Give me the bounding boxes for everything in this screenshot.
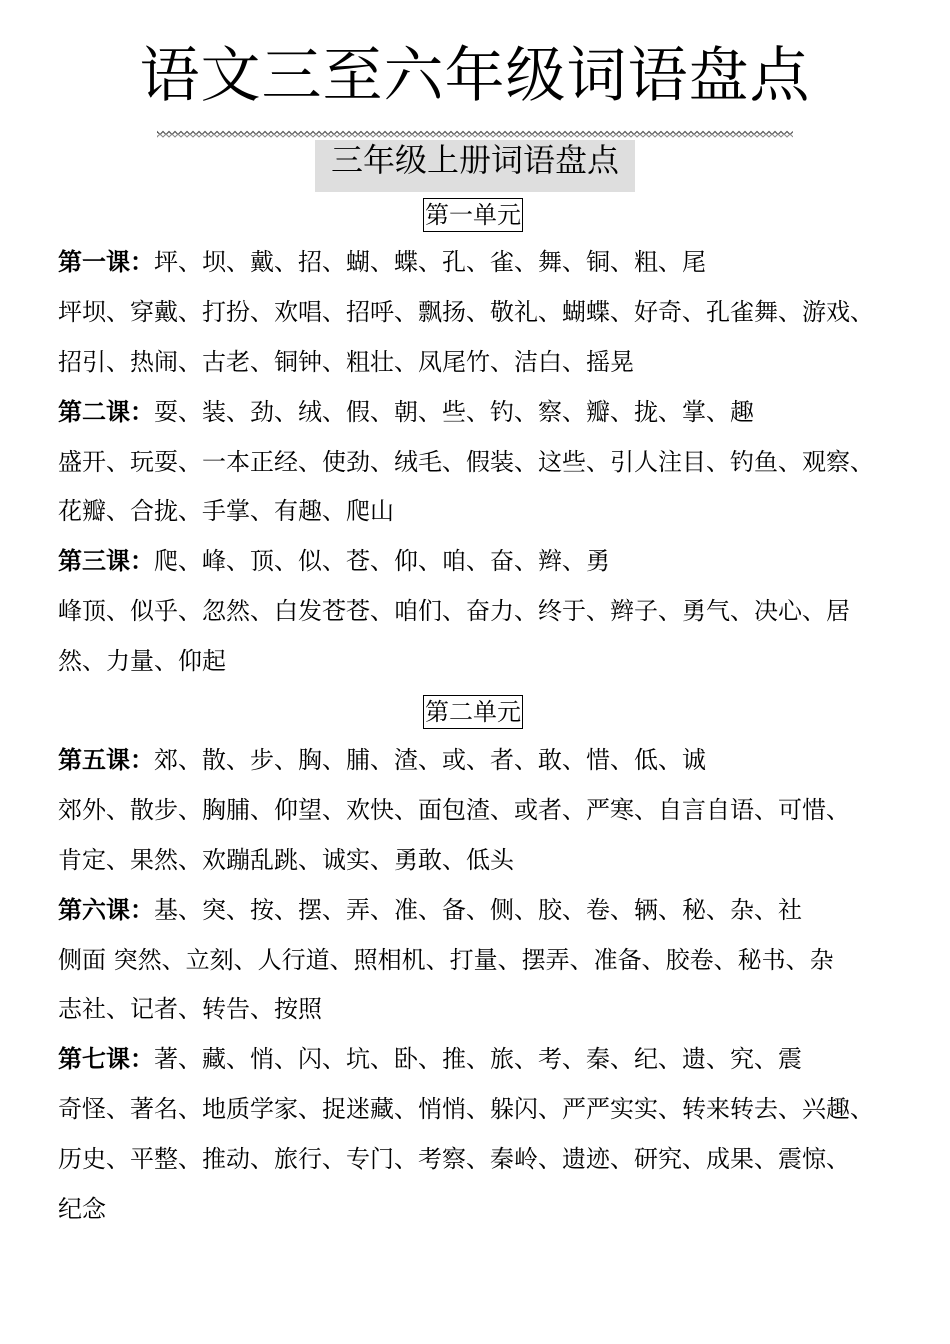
lesson-label: 第一课： [58,247,154,276]
lesson-label: 第六课： [58,895,154,924]
section-title: 三年级上册词语盘点 [315,140,635,192]
lesson-chars-line [58,743,928,777]
lesson-words-line: 肯定、果然、欢蹦乱跳、诚实、勇敢、低头 [58,846,514,874]
unit-heading-1: 第一单元 [423,198,523,232]
lesson-words-line: 然、力量、仰起 [58,647,226,675]
lesson-words-line: 花瓣、合拢、手掌、有趣、爬山 [58,497,394,525]
lesson-label: 第二课： [58,397,154,426]
unit-heading-2: 第二单元 [423,695,523,729]
lesson-label: 第三课： [58,546,154,575]
lesson-words-line: 侧面 突然、立刻、人行道、照相机、打量、摆弄、准备、胶卷、秘书、杂 [58,946,834,974]
lesson-chars: 郊、散、步、胸、脯、渣、或、者、敢、惜、低、诚 [154,746,706,774]
lesson-chars-line [58,245,928,279]
lesson-chars-line [58,395,928,429]
lesson-words-line: 历史、平整、推动、旅行、专门、考察、秦岭、遗迹、研究、成果、震惊、 [58,1145,850,1173]
lesson-chars: 基、突、按、摆、弄、准、备、侧、胶、卷、辆、秘、杂、社 [154,896,802,924]
lesson-label: 第五课： [58,745,154,774]
lesson-words-line: 纪念 [58,1195,106,1223]
wavy-divider [157,130,793,138]
lesson-words-line: 峰顶、似乎、忽然、白发苍苍、咱们、奋力、终于、辫子、勇气、决心、居 [58,597,850,625]
lesson-words-line: 奇怪、著名、地质学家、捉迷藏、悄悄、躲闪、严严实实、转来转去、兴趣、 [58,1095,874,1123]
lesson-chars: 耍、装、劲、绒、假、朝、些、钓、察、瓣、拢、掌、趣 [154,398,754,426]
lesson-chars-line [58,1042,928,1076]
lesson-chars: 爬、峰、顶、似、苍、仰、咱、奋、辫、勇 [154,547,610,575]
lesson-words-line: 志社、记者、转告、按照 [58,995,322,1023]
page-title: 语文三至六年级词语盘点 [139,41,811,111]
lesson-chars-line [58,893,928,927]
lesson-label: 第七课： [58,1044,154,1073]
lesson-chars: 著、藏、悄、闪、坑、卧、推、旅、考、秦、纪、遗、究、震 [154,1045,802,1073]
lesson-words-line: 盛开、玩耍、一本正经、使劲、绒毛、假装、这些、引人注目、钓鱼、观察、 [58,448,874,476]
lesson-chars-line [58,544,928,578]
lesson-words-line: 招引、热闹、古老、铜钟、粗壮、凤尾竹、洁白、摇晃 [58,348,634,376]
lesson-chars: 坪、坝、戴、招、蝴、蝶、孔、雀、舞、铜、粗、尾 [154,248,706,276]
lesson-words-line: 坪坝、穿戴、打扮、欢唱、招呼、飘扬、敬礼、蝴蝶、好奇、孔雀舞、游戏、 [58,298,874,326]
lesson-words-line: 郊外、散步、胸脯、仰望、欢快、面包渣、或者、严寒、自言自语、可惜、 [58,796,850,824]
